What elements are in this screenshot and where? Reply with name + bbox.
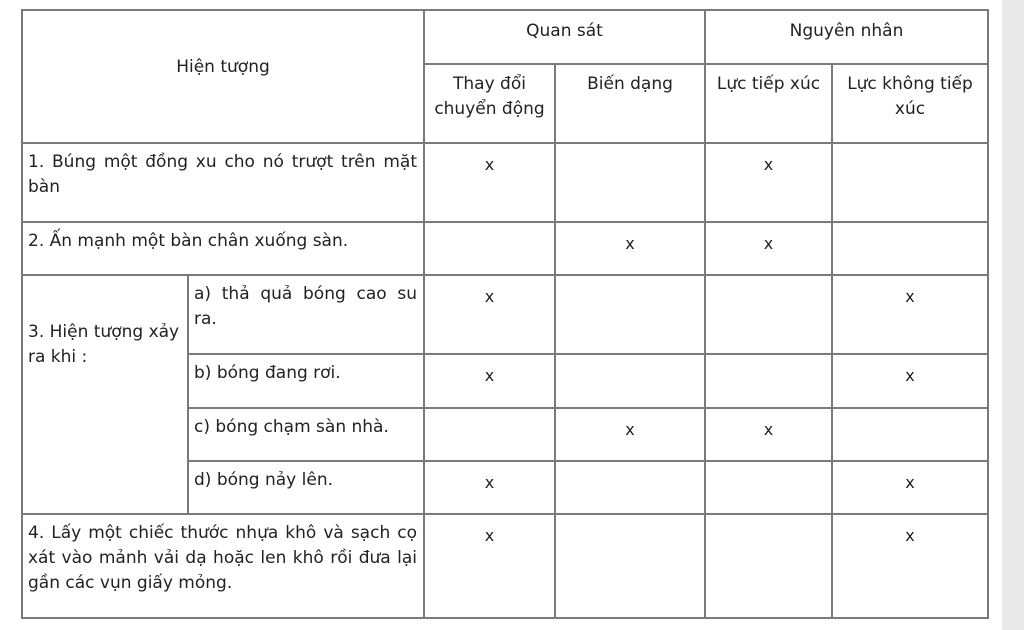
header-noncontact-force: Lực không tiếp xúc (832, 64, 988, 143)
row-3-label: 3. Hiện tượng xảy ra khi : (22, 275, 188, 514)
row-4-change-motion: x (424, 514, 555, 618)
row-3a-text: a) thả quả bóng cao su ra. (188, 275, 424, 354)
row-3c-contact-force: x (705, 408, 832, 461)
row-3c-change-motion (424, 408, 555, 461)
table-row (22, 222, 988, 275)
phenomena-table (21, 9, 989, 619)
table-row (22, 514, 988, 618)
row-3d-noncontact-force: x (832, 461, 988, 514)
header-cause: Nguyên nhân (705, 10, 988, 64)
row-4-text: 4. Lấy một chiếc thước nhựa khô và sạch cọ xát vào mảnh vải dạ hoặc len khô rồi đưa lại gần các vụn giấy mỏng. (22, 514, 424, 618)
row-2-deformation: x (555, 222, 705, 275)
row-4-noncontact-force: x (832, 514, 988, 618)
row-3a-deformation (555, 275, 705, 354)
row-3b-contact-force (705, 354, 832, 408)
header-row-1 (22, 10, 988, 64)
header-change-motion: Thay đổi chuyển động (424, 64, 555, 143)
row-3c-noncontact-force (832, 408, 988, 461)
row-3a-noncontact-force: x (832, 275, 988, 354)
table-row (22, 143, 988, 222)
row-3a-change-motion: x (424, 275, 555, 354)
row-3d-deformation (555, 461, 705, 514)
table-row (22, 275, 988, 354)
row-3d-change-motion: x (424, 461, 555, 514)
row-4-deformation (555, 514, 705, 618)
row-2-change-motion (424, 222, 555, 275)
row-1-noncontact-force (832, 143, 988, 222)
row-3c-deformation: x (555, 408, 705, 461)
row-2-text: 2. Ấn mạnh một bàn chân xuống sàn. (22, 222, 424, 275)
row-3b-change-motion: x (424, 354, 555, 408)
row-1-change-motion: x (424, 143, 555, 222)
row-3d-contact-force (705, 461, 832, 514)
row-1-contact-force: x (705, 143, 832, 222)
row-4-contact-force (705, 514, 832, 618)
header-phenomenon: Hiện tượng (22, 10, 424, 143)
row-2-contact-force: x (705, 222, 832, 275)
row-3c-text: c) bóng chạm sàn nhà. (188, 408, 424, 461)
row-3b-text: b) bóng đang rơi. (188, 354, 424, 408)
row-3b-deformation (555, 354, 705, 408)
header-observation: Quan sát (424, 10, 705, 64)
row-1-text: 1. Búng một đồng xu cho nó trượt trên mặt bàn (22, 143, 424, 222)
header-deformation: Biến dạng (555, 64, 705, 143)
row-3b-noncontact-force: x (832, 354, 988, 408)
row-3a-contact-force (705, 275, 832, 354)
header-contact-force: Lực tiếp xúc (705, 64, 832, 143)
row-1-deformation (555, 143, 705, 222)
row-2-noncontact-force (832, 222, 988, 275)
row-3d-text: d) bóng nảy lên. (188, 461, 424, 514)
page-margin (1002, 0, 1024, 630)
